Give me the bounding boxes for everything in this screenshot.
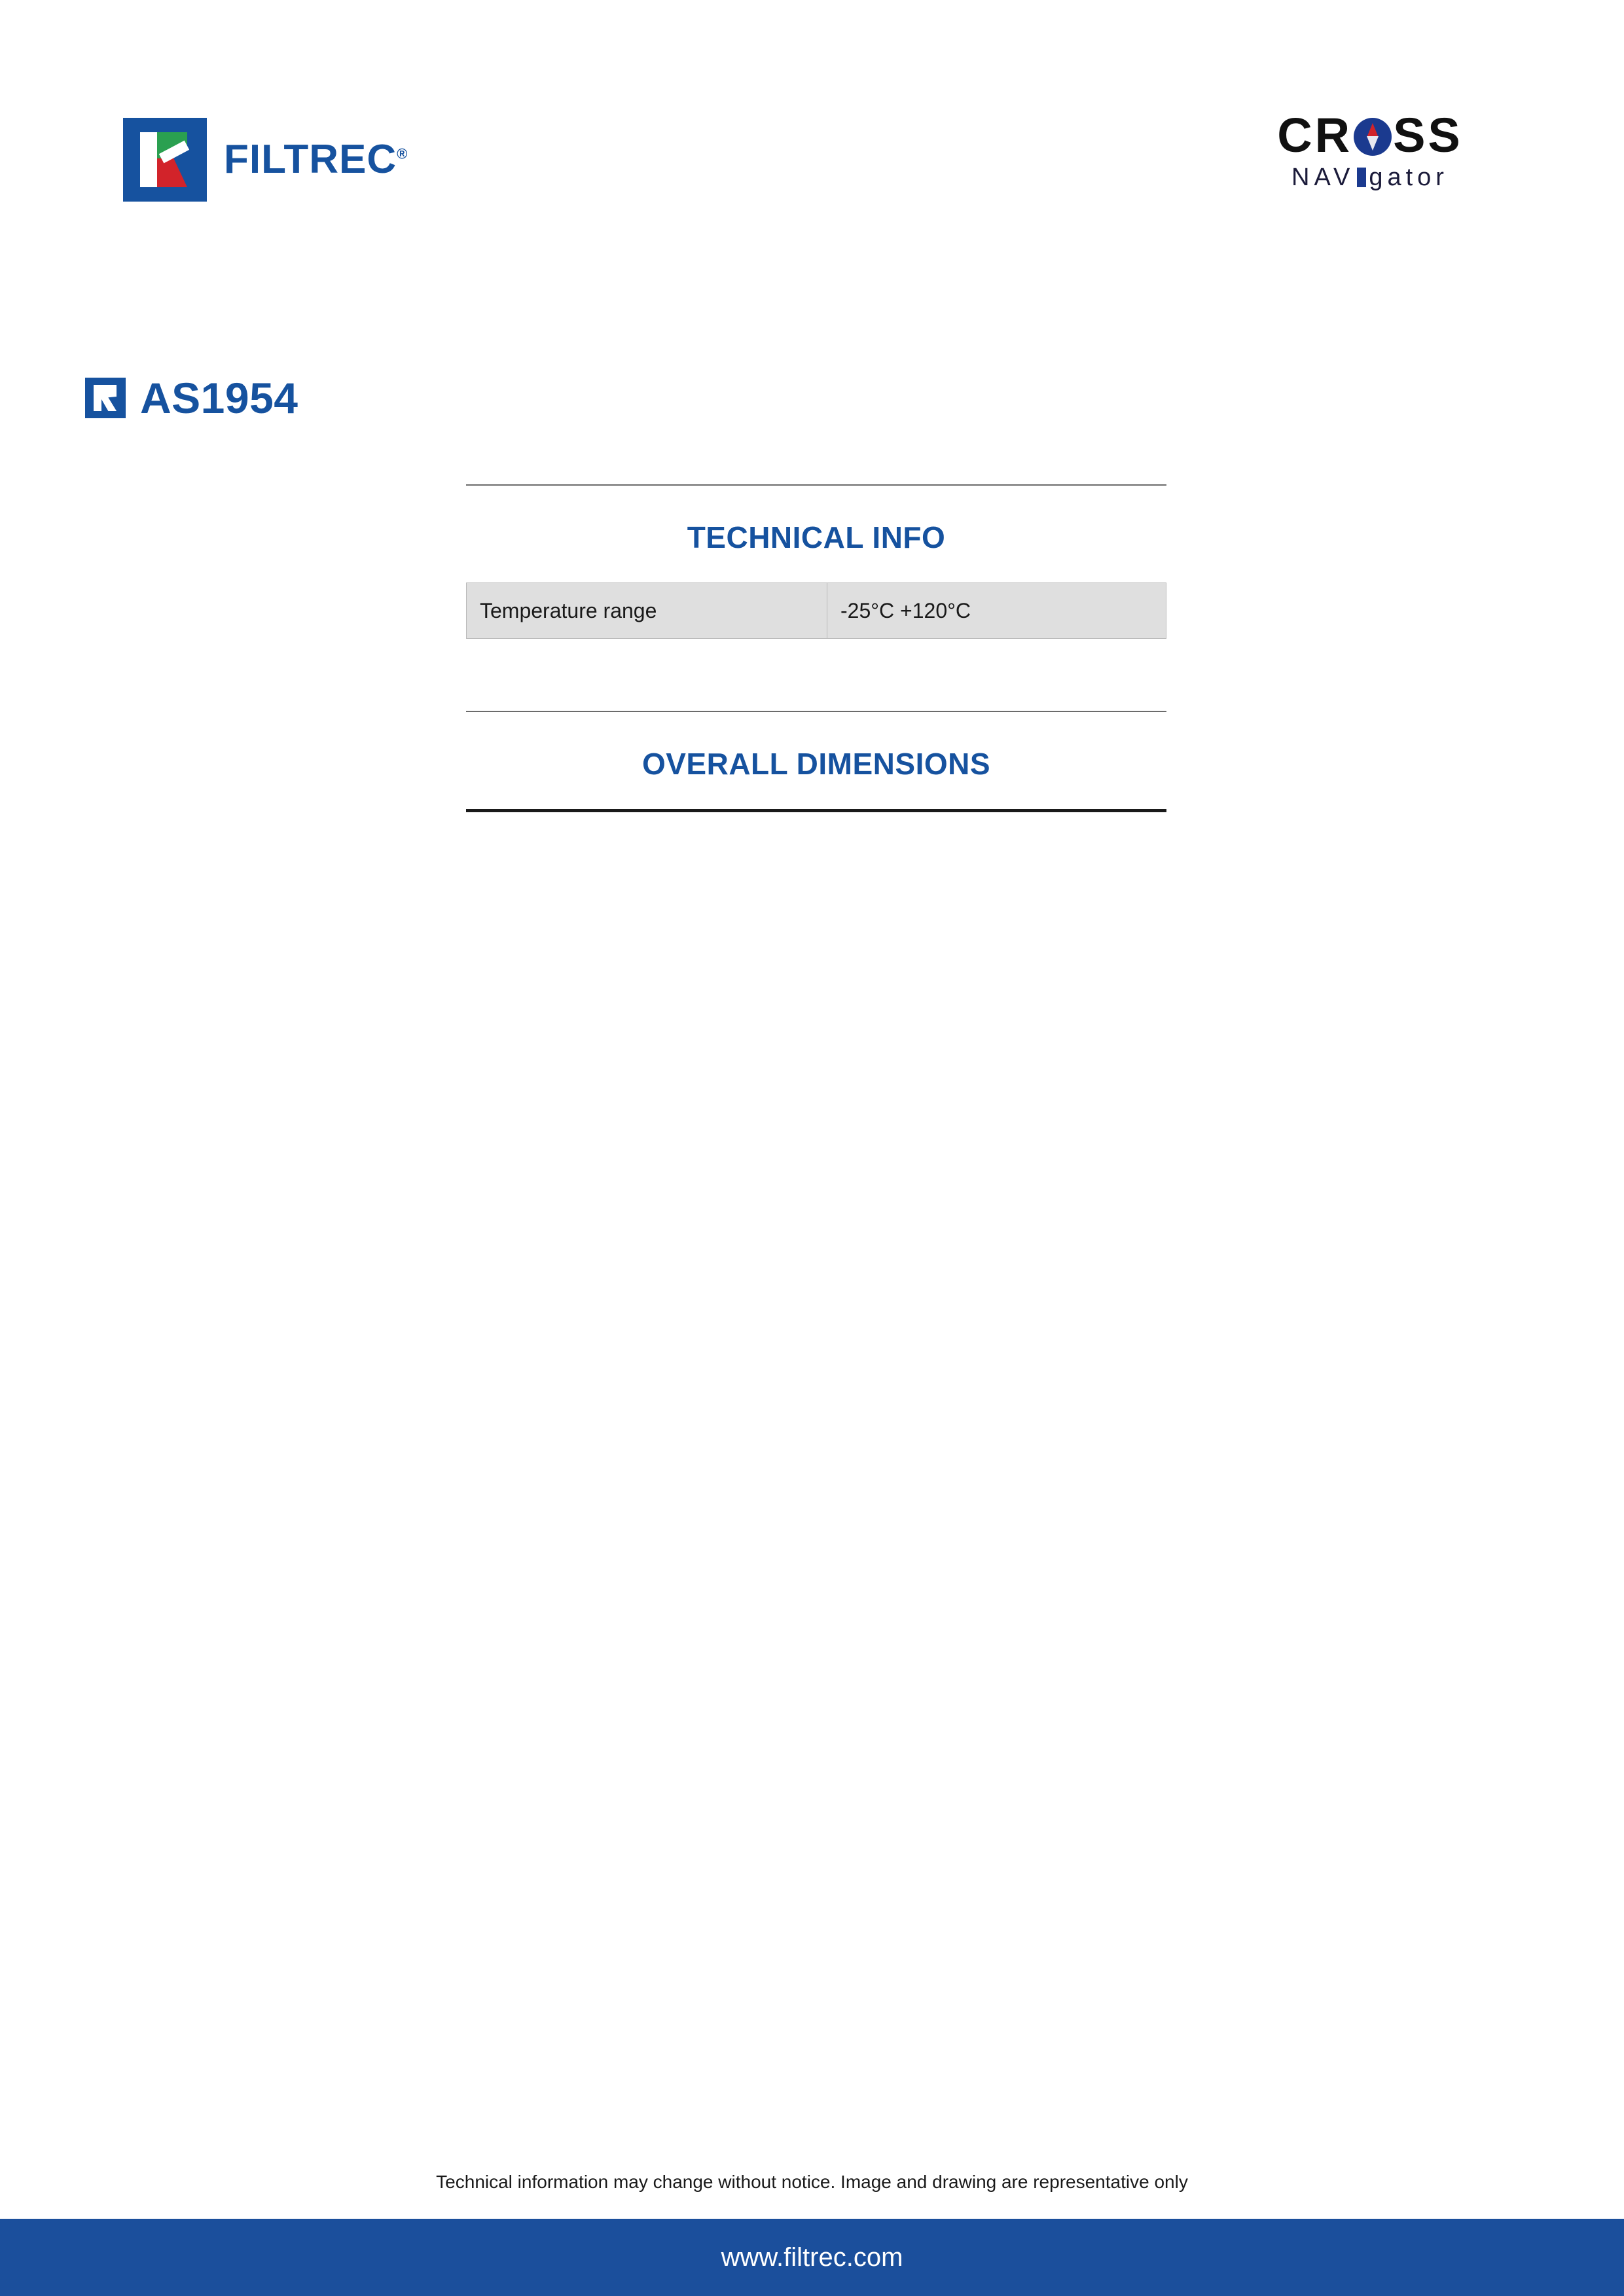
navigator-wordmark: [1239, 164, 1501, 192]
cross-wordmark-prefix: CR: [1277, 108, 1353, 162]
technical-info-table: [466, 583, 1166, 639]
footer-disclaimer: Technical information may change without notice. Image and drawing are representative only: [436, 2172, 1188, 2192]
technical-info-heading: TECHNICAL INFO: [687, 520, 946, 554]
navigator-wordmark-suffix: gator: [1369, 164, 1449, 191]
footer-bar: [0, 2219, 1624, 2296]
divider-bottom: [466, 809, 1166, 812]
main-content: [466, 484, 1166, 812]
cross-navigator-logo: [1239, 108, 1501, 192]
filtrec-small-logo-icon: [85, 378, 126, 418]
temperature-range-label: Temperature range: [467, 583, 827, 639]
website-link[interactable]: www.filtrec.com: [721, 2242, 903, 2272]
page-header: [0, 108, 1624, 229]
temperature-range-value: -25°C +120°C: [827, 583, 1166, 639]
spacer: [466, 639, 1166, 711]
navigator-wordmark-prefix: NAV: [1291, 164, 1355, 191]
cross-wordmark: [1277, 108, 1463, 162]
overall-dimensions-heading: OVERALL DIMENSIONS: [641, 747, 991, 781]
registered-trademark-icon: ®: [397, 145, 408, 162]
table-row: [467, 583, 1166, 639]
cross-wordmark-suffix: SS: [1393, 108, 1463, 162]
filtrec-logo: [123, 118, 408, 202]
page-title: [85, 373, 298, 423]
filtrec-wordmark: [224, 139, 408, 180]
filtrec-logo-icon: [123, 118, 207, 202]
product-code: AS1954: [140, 374, 298, 422]
filtrec-wordmark-text: FILTREC: [224, 137, 397, 182]
navigator-i-icon: [1357, 168, 1366, 187]
compass-icon: [1354, 118, 1392, 156]
